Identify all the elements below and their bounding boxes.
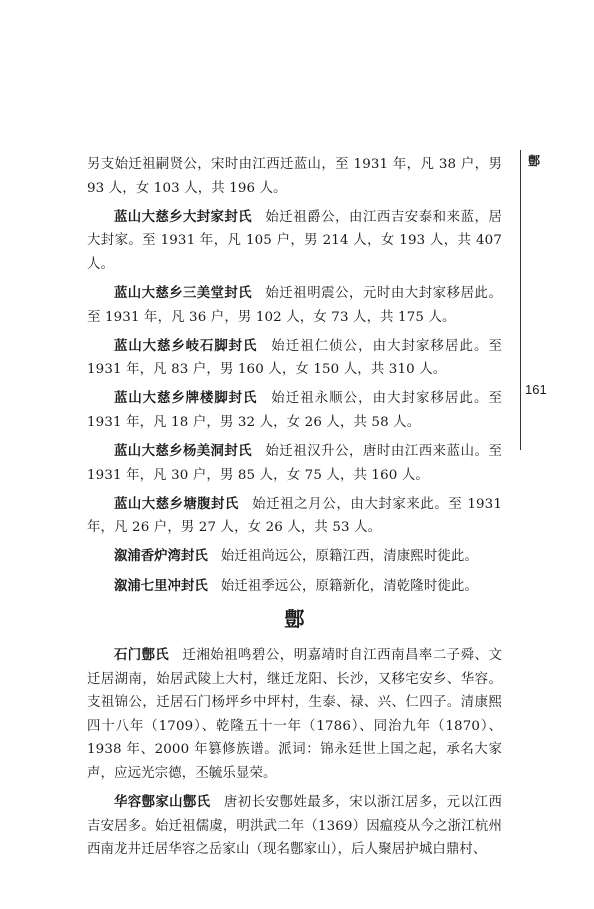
page-number: 161	[525, 382, 547, 397]
entry-paragraph	[87, 440, 502, 487]
entry-title: 蓝山大慈乡大封家封氏	[114, 209, 252, 225]
entry-title: 蓝山大慈乡三美堂封氏	[114, 285, 252, 301]
entry-title: 溆浦七里冲封氏	[114, 578, 208, 594]
entry-title: 蓝山大慈乡岐石脚封氏	[114, 338, 258, 354]
entries-feng2-surname	[87, 644, 502, 862]
entry-text: 始迁祖爵公，由江西吉安泰和来蓝，居大封家。至 1931 年，凡 105 户，男 214 人，女 193 人，共 407 人。	[87, 209, 502, 272]
entry-text: 始迁祖永顺公，由大封家移居此。至 1931 年，凡 18 户，男 32 人，女 26 人，共 58 人。	[87, 391, 502, 430]
entry-text: 始迁祖明震公，元时由大封家移居此。至 1931 年，凡 36 户，男 102 人，女 73 人，共 175 人。	[87, 285, 502, 325]
entry-title: 蓝山大慈乡塘腹封氏	[114, 496, 239, 512]
entry-title: 蓝山大慈乡杨美洞封氏	[114, 444, 252, 460]
entry-paragraph	[87, 282, 502, 329]
entry-paragraph	[87, 545, 502, 569]
entry-paragraph	[87, 335, 502, 382]
running-head-surname: 鄷	[528, 154, 541, 168]
margin-divider	[520, 150, 521, 450]
entry-title: 石门鄷氏	[114, 648, 170, 664]
entry-text: 始迁祖汉升公，唐时由江西来蓝山。至 1931 年，凡 30 户，男 85 人，女 75 人，共 160 人。	[87, 444, 502, 483]
section-heading: 鄷	[284, 607, 305, 632]
entry-text: 始迁祖尚远公，原籍江西，清康熙时徙此。	[220, 549, 479, 565]
entry-title: 溆浦香炉湾封氏	[114, 549, 208, 565]
entry-title: 蓝山大慈乡牌楼脚封氏	[114, 391, 258, 407]
body-text	[87, 153, 502, 867]
entry-paragraph	[87, 493, 502, 540]
entry-title: 华容鄷家山鄷氏	[114, 795, 211, 811]
entry-paragraph	[87, 206, 502, 277]
entry-paragraph	[87, 575, 502, 599]
entry-paragraph	[87, 644, 502, 786]
entry-text: 另支始迁祖嗣贤公，宋时由江西迁蓝山，至 1931 年，凡 38 户，男 93 人，女 103 人，共 196 人。	[87, 157, 502, 196]
entry-paragraph	[87, 387, 502, 434]
entry-text: 始迁祖之月公，由大封家来此。至 1931 年，凡 26 户，男 27 人，女 26 人，共 53 人。	[87, 496, 503, 536]
entry-paragraph	[87, 153, 502, 200]
entry-text: 始迁祖季远公，原籍新化，清乾隆时徙此。	[220, 578, 479, 594]
entries-feng-surname	[87, 153, 502, 598]
entry-text: 唐初长安鄷姓最多，宋以浙江居多，元以江西吉安居多。始迁祖儒虞，明洪武二年（1369）因瘟疫从今之浙江杭州西南龙井迁居华容之岳家山（现名鄷家山），后人聚居护城白鼎村、	[87, 795, 503, 858]
entry-text: 迁湘始祖鸣碧公，明嘉靖时自江西南昌率二子舜、文迁居湖南，始居武陵上大村，继迁龙阳、长沙，又移宅安乡、华容。支祖锦公，迁居石门杨坪乡中坪村，生泰、禄、兴、仁四子。清康熙四十八年（1709）、乾隆五十一年（1786）、同治九年（1870）、1938 年、2000 年篡修族谱。派词：锦永廷世上国之起，承名大家声，应远光宗德，丕毓乐显荣。	[87, 648, 502, 782]
entry-paragraph	[87, 791, 502, 862]
entry-text: 始迁祖仁侦公，由大封家移居此。至 1931 年，凡 83 户，男 160 人，女 150 人，共 310 人。	[87, 338, 502, 378]
